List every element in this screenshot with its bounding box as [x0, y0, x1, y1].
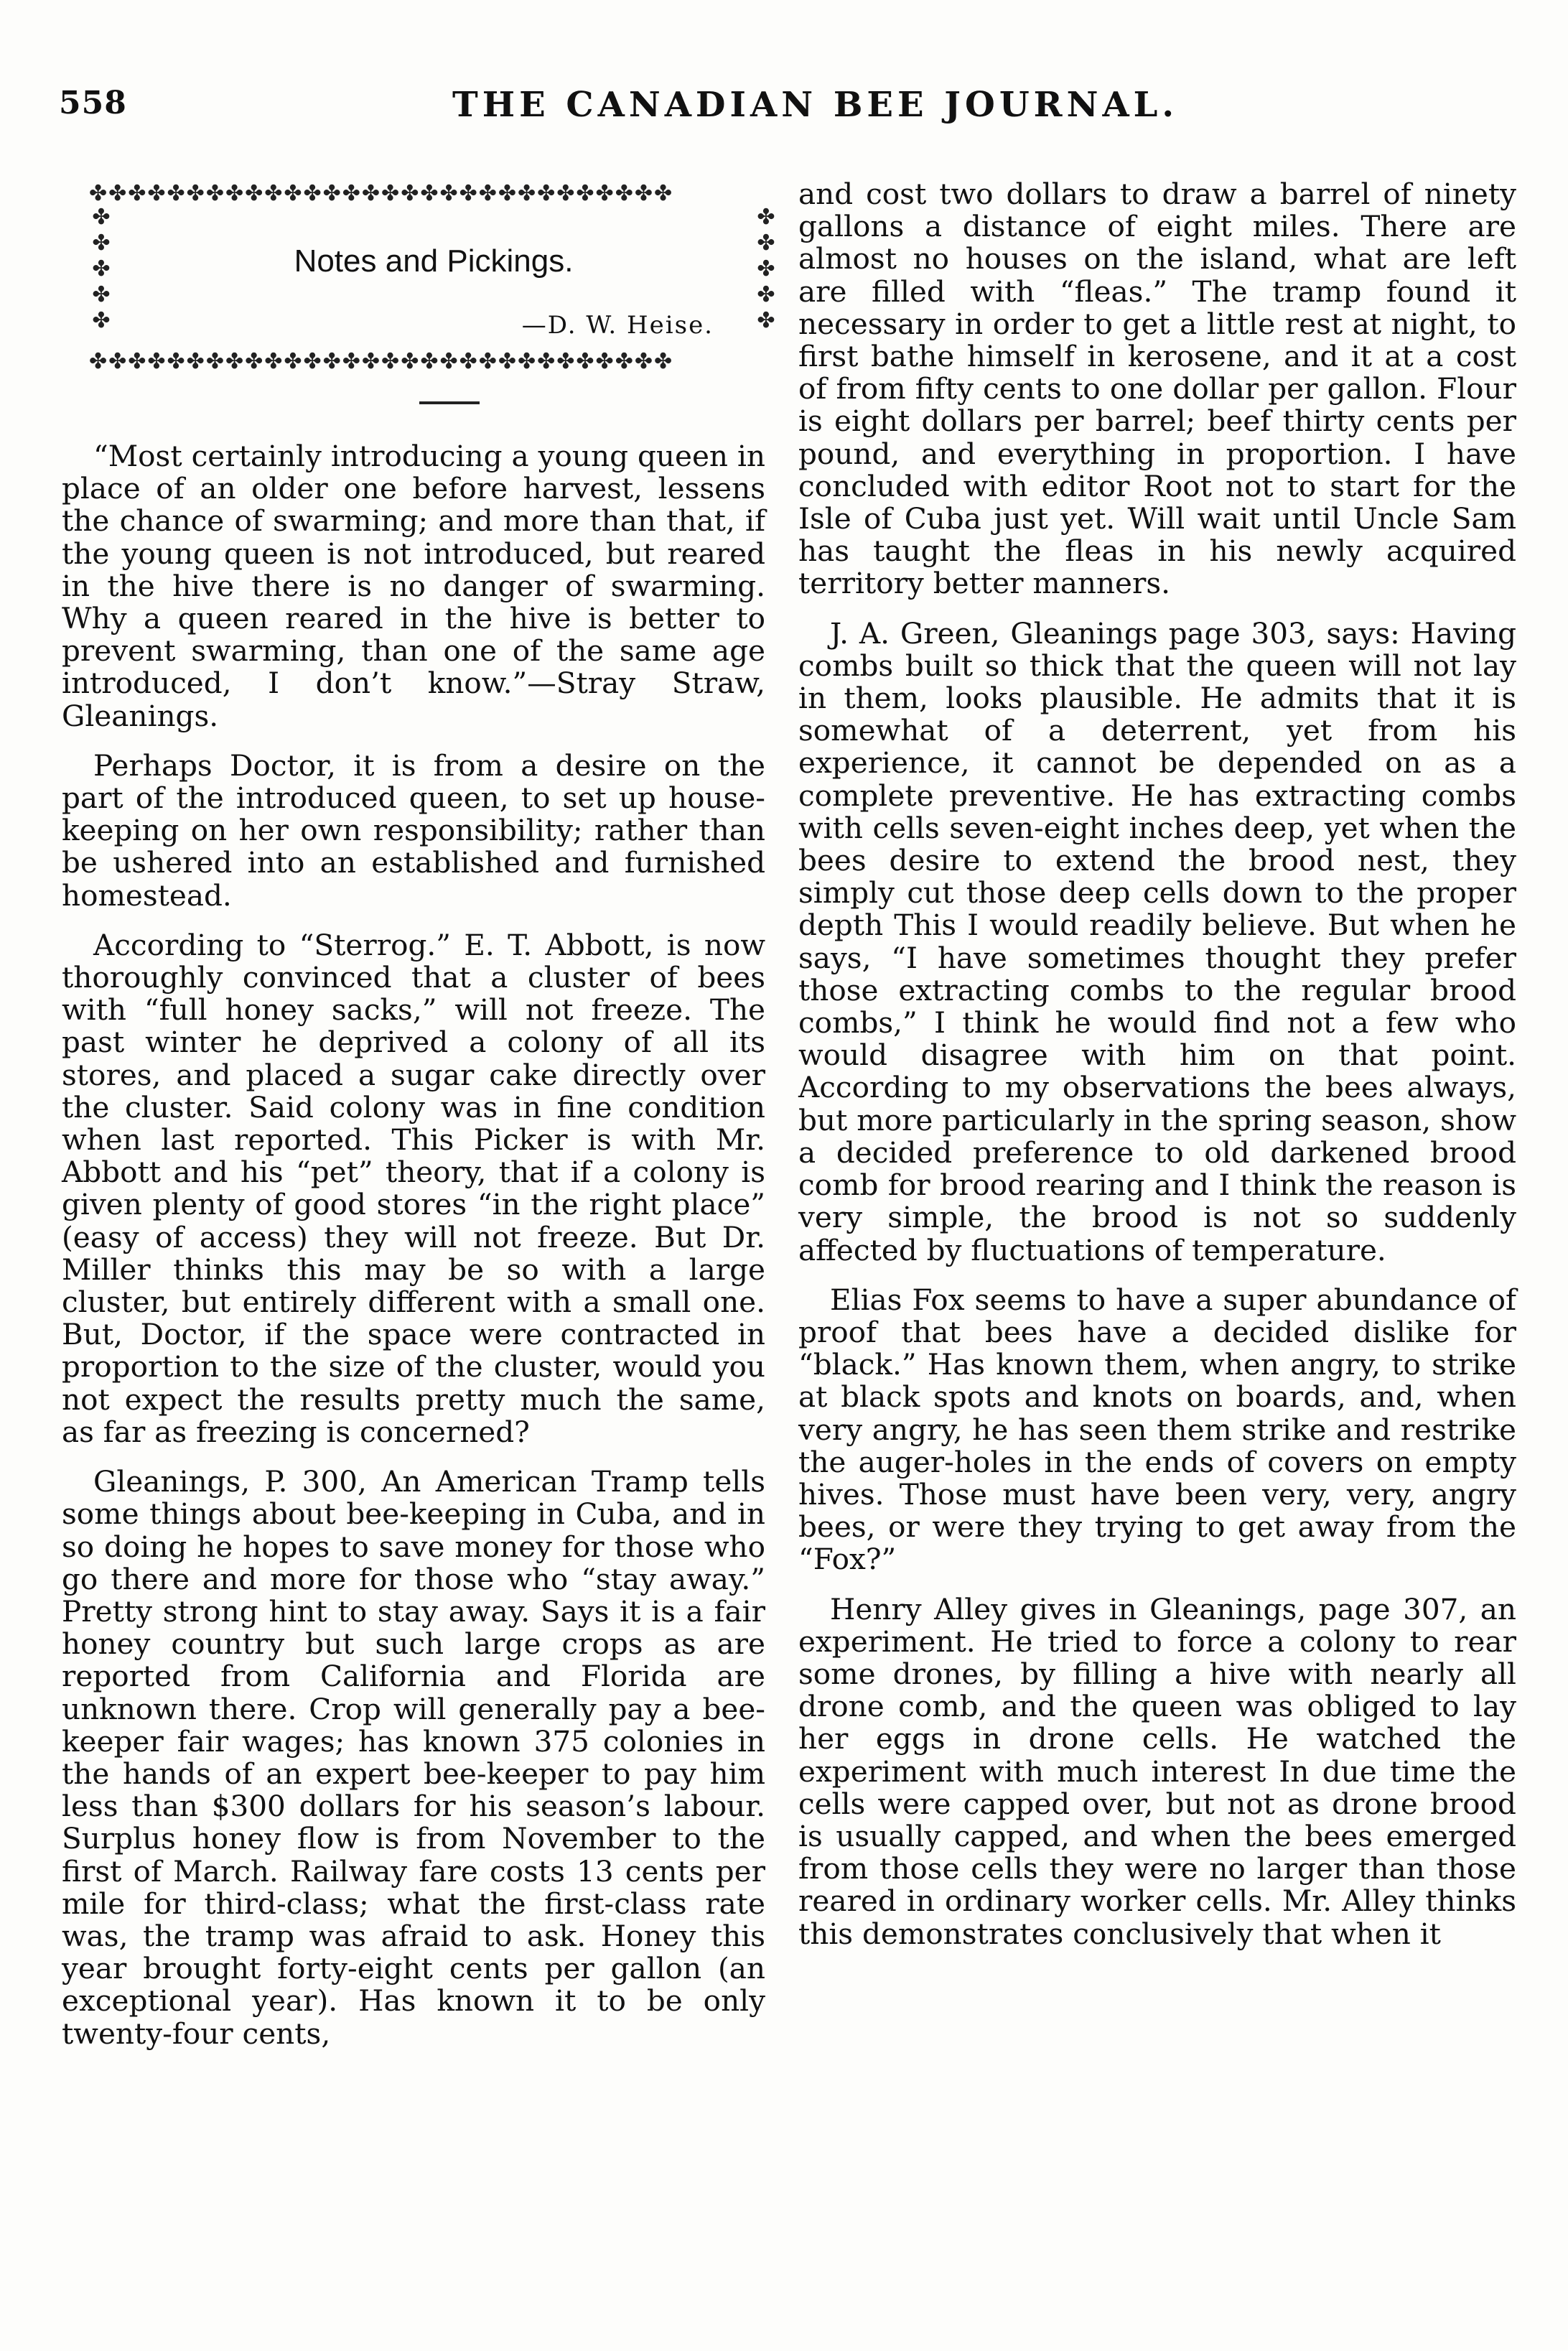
ornament-border-left: ✤ ✤ ✤ ✤ ✤ — [92, 205, 111, 333]
paragraph: Elias Fox seems to have a super abundance of proof that bees have a decided dislike for “black.” Has known them, when angry, to strike at black spots and knots on boards, and, when very angry, he has seen them strike and restrike the auger-holes in the ends of covers on empty hives. Those must have been very, very, angry bees, or were they trying to get away from the “Fox?” — [798, 1282, 1516, 1577]
page-header — [0, 85, 1568, 142]
paragraph: Perhaps Doctor, it is from a desire on the part of the introduced queen, to set up house-keeping on her own responsibility; rather than be ushered into an established and furnished homestead. — [62, 748, 765, 913]
paragraph: Henry Alley gives in Gleanings, page 307, an experiment. He tried to force a colony to rear some drones, by filling a hive with nearly all drone comb, and the queen was obliged to lay her eggs in drone cells. He watched the experiment with much interest In due time the cells were capped over, but not as drone brood is usually capped, and when the bees emerged from those cells they were no larger than those reared in ordinary worker cells. Mr. Alley thinks this demonstrates conclusively that when it — [798, 1591, 1516, 1951]
paragraph: J. A. Green, Gleanings page 303, says: Having combs built so thick that the queen will not lay in them, looks plausible. He admits that it is somewhat of a deterrent, yet from his experience, it cannot be depended on as a complete preventive. He has extracting combs with cells seven-eight inches deep, yet when the bees desire to extend the brood nest, they simply cut those deep cells down to the proper depth This I would readily believe. But when he says, “I have sometimes thought they prefer those extracting combs to the regular brood combs,” I think he would find not a few who would disagree with him on that point. According to my observations the bees always, but more particularly in the spring season, show a decided preference to old darkened brood comb for brood rearing and I think the reason is very simple, the brood is not so suddenly affected by fluctuations of temperature. — [798, 615, 1516, 1267]
paragraph: Gleanings, P. 300, An American Tramp tells some things about bee-keeping in Cuba, and in so doing he hopes to save money for those who go there and more for those who “stay away.” Pretty strong hint to stay away. Says it is a fair honey country but such large crops as are reported from California and Florida are unknown there. Crop will generally pay a bee-keeper fair wages; has known 375 colonies in the hands of an expert bee-keeper to pay him less than $300 dollars for his season’s labour. Surplus honey flow is from November to the first of March. Railway fare costs 13 cents per mile for third-class; what the first-class rate was, the tramp was afraid to ask. Honey this year brought forty-eight cents per gallon (an exceptional year). Has known it to be only twenty-four cents, — [62, 1464, 765, 2051]
paragraph: “Most certainly introducing a young queen in place of an older one before harvest, lessens the chance of swarming; and more than that, if the young queen is not introduced, but reared in the hive there is no danger of swarming. Why a queen reared in the hive is better to prevent swarming, than one of the same age introduced, I don’t know.”—Stray Straw, Gleanings. — [62, 439, 765, 733]
page-number: 558 — [59, 85, 127, 121]
column-heading-box — [89, 183, 778, 373]
running-title: THE CANADIAN BEE JOURNAL. — [452, 85, 1179, 125]
ornament-border-bottom: ✤✤✤✤✤✤✤✤✤✤✤✤✤✤✤✤✤✤✤✤✤✤✤✤✤✤✤✤✤✤ — [89, 351, 674, 373]
column-author: —D. W. Heise. — [521, 311, 714, 340]
paragraph: According to “Sterrog.” E. T. Abbott, is now thoroughly convinced that a cluster of bees with “full honey sacks,” will not freeze. The past winter he deprived a colony of all its stores, and placed a sugar cake directly over the cluster. Said colony was in fine condition when last reported. This Picker is with Mr. Abbott and his “pet” theory, that if a colony is given plenty of good stores “in the right place” (easy of access) they will not freeze. But Dr. Miller thinks this may be so with a large cluster, but entirely different with a small one. But, Doctor, if the space were contracted in proportion to the size of the cluster, would you not expect the results pretty much the same, as far as freezing is concerned? — [62, 927, 765, 1449]
ornament-border-right: ✤ ✤ ✤ ✤ ✤ — [757, 205, 775, 333]
ornament-border-top: ✤✤✤✤✤✤✤✤✤✤✤✤✤✤✤✤✤✤✤✤✤✤✤✤✤✤✤✤✤✤ — [89, 183, 674, 205]
paragraph: and cost two dollars to draw a barrel of ninety gallons a distance of eight miles. There are almost no houses on the island, what are left are filled with “fleas.” The tramp found it necessary in order to get a little rest at night, to first bathe himself in kerosene, and it at a cost of from fifty cents to one dollar per gallon. Flour is eight dollars per barrel; beef thirty cents per pound, and everything in proportion. I have concluded with editor Root not to start for the Isle of Cuba just yet. Will wait until Uncle Sam has taught the fleas in his newly acquired territory better manners. — [798, 177, 1516, 601]
section-rule — [419, 401, 480, 404]
column-title: Notes and Pickings. — [294, 243, 574, 279]
left-column — [62, 183, 775, 2067]
right-column — [798, 178, 1516, 1968]
